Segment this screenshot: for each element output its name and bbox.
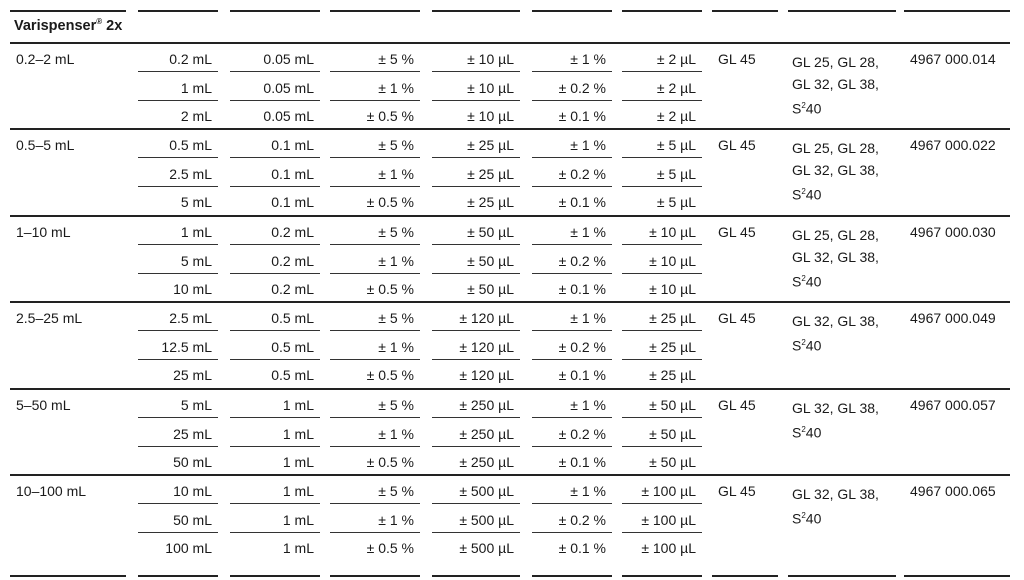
row-rule (432, 244, 520, 245)
adapter-line: GL 32, GL 38, (792, 313, 879, 329)
row-rule (138, 503, 218, 504)
order-number-cell: 4967 000.022 (910, 137, 996, 153)
adapter-superscript: 2 (801, 101, 806, 110)
accuracy-ul-cell: ± 500 µL (459, 540, 514, 557)
cv-ul-cell: ± 25 µL (649, 367, 696, 384)
group-rule (432, 575, 520, 577)
row-rule (432, 330, 520, 331)
adapter-superscript: 2 (801, 274, 806, 283)
volume-cell: 1 mL (180, 79, 212, 96)
range-cell: 10–100 mL (16, 483, 87, 499)
row-rule (330, 186, 420, 187)
increment-cell: 0.1 mL (271, 194, 314, 211)
row-rule (532, 186, 612, 187)
volume-cell: 100 mL (165, 540, 212, 557)
row-rule (432, 417, 520, 418)
group-rule (330, 575, 420, 577)
cv-ul-cell: ± 100 µL (641, 483, 696, 499)
row-rule (230, 71, 320, 72)
cv-ul-cell: ± 10 µL (649, 224, 696, 240)
accuracy-percent-cell: ± 1 % (378, 511, 414, 528)
accuracy-percent-cell: ± 1 % (378, 338, 414, 355)
row-rule (330, 330, 420, 331)
group-rule (10, 474, 1010, 476)
thread-cell: GL 45 (718, 483, 756, 499)
thread-cell: GL 45 (718, 137, 756, 153)
row-rule (138, 446, 218, 447)
increment-cell: 0.5 mL (271, 367, 314, 384)
row-rule (622, 273, 702, 274)
table-title: Varispenser® 2x (14, 17, 123, 34)
cv-percent-cell: ± 0.2 % (558, 425, 606, 442)
row-rule (330, 532, 420, 533)
row-rule (330, 71, 420, 72)
adapters-cell (792, 310, 879, 357)
adapters-cell (792, 51, 879, 120)
accuracy-ul-cell: ± 25 µL (467, 137, 514, 153)
row-rule (138, 186, 218, 187)
increment-cell: 0.1 mL (271, 137, 314, 153)
row-rule (230, 503, 320, 504)
cv-ul-cell: ± 2 µL (656, 51, 696, 67)
accuracy-ul-cell: ± 50 µL (467, 281, 514, 298)
adapter-prefix: S (792, 100, 802, 117)
row-rule (432, 100, 520, 101)
cv-percent-cell: ± 0.1 % (558, 194, 606, 211)
header-rule (10, 10, 126, 12)
thread-cell: GL 45 (718, 397, 756, 413)
adapter-line (792, 332, 879, 357)
volume-cell: 5 mL (180, 397, 212, 413)
row-rule (532, 157, 612, 158)
accuracy-percent-cell: ± 5 % (378, 137, 414, 153)
adapter-prefix: S (792, 424, 802, 441)
increment-cell: 0.05 mL (263, 108, 314, 125)
row-rule (230, 359, 320, 360)
accuracy-ul-cell: ± 250 µL (459, 397, 514, 413)
increment-cell: 1 mL (282, 540, 314, 557)
row-rule (330, 446, 420, 447)
row-rule (622, 244, 702, 245)
adapters-cell (792, 397, 879, 444)
header-rule (138, 10, 218, 12)
row-rule (532, 532, 612, 533)
volume-cell: 2.5 mL (169, 310, 212, 326)
adapter-suffix: 40 (805, 273, 822, 290)
row-rule (230, 446, 320, 447)
volume-cell: 12.5 mL (161, 338, 212, 355)
accuracy-ul-cell: ± 500 µL (459, 511, 514, 528)
adapter-suffix: 40 (805, 424, 822, 441)
row-rule (532, 100, 612, 101)
row-rule (230, 157, 320, 158)
increment-cell: 1 mL (282, 397, 314, 413)
row-rule (432, 273, 520, 274)
accuracy-percent-cell: ± 1 % (378, 165, 414, 182)
range-cell: 0.5–5 mL (16, 137, 75, 153)
group-rule (10, 42, 1010, 44)
volume-cell: 2 mL (180, 108, 212, 125)
volume-cell: 2.5 mL (169, 165, 212, 182)
group-rule (712, 575, 778, 577)
row-rule (532, 330, 612, 331)
row-rule (622, 100, 702, 101)
accuracy-ul-cell: ± 10 µL (467, 108, 514, 125)
thread-cell: GL 45 (718, 224, 756, 240)
accuracy-ul-cell: ± 25 µL (467, 194, 514, 211)
row-rule (622, 532, 702, 533)
volume-cell: 25 mL (173, 425, 212, 442)
volume-cell: 5 mL (180, 252, 212, 269)
cv-ul-cell: ± 5 µL (656, 137, 696, 153)
cv-ul-cell: ± 25 µL (649, 338, 696, 355)
cv-ul-cell: ± 25 µL (649, 310, 696, 326)
row-rule (432, 446, 520, 447)
range-cell: 2.5–25 mL (16, 310, 83, 326)
accuracy-ul-cell: ± 250 µL (459, 454, 514, 471)
cv-percent-cell: ± 0.1 % (558, 108, 606, 125)
cv-percent-cell: ± 0.1 % (558, 540, 606, 557)
volume-cell: 5 mL (180, 194, 212, 211)
volume-cell: 10 mL (173, 281, 212, 298)
adapter-suffix: 40 (805, 100, 822, 117)
row-rule (230, 186, 320, 187)
accuracy-percent-cell: ± 0.5 % (366, 367, 414, 384)
cv-percent-cell: ± 0.2 % (558, 338, 606, 355)
accuracy-percent-cell: ± 5 % (378, 483, 414, 499)
row-rule (532, 503, 612, 504)
thread-cell: GL 45 (718, 51, 756, 67)
adapter-line: GL 32, GL 38, (792, 76, 879, 92)
cv-percent-cell: ± 0.2 % (558, 79, 606, 96)
volume-cell: 25 mL (173, 367, 212, 384)
row-rule (330, 503, 420, 504)
range-cell: 0.2–2 mL (16, 51, 75, 67)
row-rule (532, 359, 612, 360)
accuracy-percent-cell: ± 0.5 % (366, 281, 414, 298)
accuracy-ul-cell: ± 10 µL (467, 79, 514, 96)
increment-cell: 0.2 mL (271, 281, 314, 298)
adapter-superscript: 2 (801, 511, 806, 520)
adapter-suffix: 40 (805, 510, 822, 527)
group-rule (138, 575, 218, 577)
range-cell: 5–50 mL (16, 397, 71, 413)
row-rule (532, 244, 612, 245)
increment-cell: 0.2 mL (271, 224, 314, 240)
header-rule (432, 10, 520, 12)
row-rule (432, 71, 520, 72)
volume-cell: 50 mL (173, 454, 212, 471)
row-rule (532, 273, 612, 274)
accuracy-percent-cell: ± 5 % (378, 397, 414, 413)
increment-cell: 1 mL (282, 425, 314, 442)
row-rule (532, 446, 612, 447)
adapter-prefix: S (792, 337, 802, 354)
row-rule (622, 330, 702, 331)
row-rule (622, 359, 702, 360)
adapter-line: GL 25, GL 28, (792, 227, 879, 243)
accuracy-percent-cell: ± 0.5 % (366, 108, 414, 125)
header-rule (622, 10, 702, 12)
order-number-cell: 4967 000.065 (910, 483, 996, 499)
group-rule (10, 388, 1010, 390)
adapter-line: GL 32, GL 38, (792, 162, 879, 178)
accuracy-percent-cell: ± 5 % (378, 224, 414, 240)
adapter-line (792, 95, 879, 120)
cv-ul-cell: ± 50 µL (649, 454, 696, 471)
increment-cell: 1 mL (282, 511, 314, 528)
row-rule (330, 244, 420, 245)
accuracy-ul-cell: ± 25 µL (467, 165, 514, 182)
header-rule (230, 10, 320, 12)
row-rule (138, 417, 218, 418)
cv-ul-cell: ± 10 µL (649, 281, 696, 298)
row-rule (330, 100, 420, 101)
row-rule (532, 417, 612, 418)
accuracy-percent-cell: ± 0.5 % (366, 454, 414, 471)
group-rule (788, 575, 896, 577)
adapters-cell (792, 137, 879, 206)
increment-cell: 0.5 mL (271, 338, 314, 355)
row-rule (622, 503, 702, 504)
adapter-line (792, 419, 879, 444)
cv-ul-cell: ± 2 µL (656, 79, 696, 96)
adapter-superscript: 2 (801, 187, 806, 196)
cv-ul-cell: ± 50 µL (649, 425, 696, 442)
row-rule (432, 359, 520, 360)
cv-ul-cell: ± 10 µL (649, 252, 696, 269)
cv-percent-cell: ± 0.1 % (558, 367, 606, 384)
order-number-cell: 4967 000.049 (910, 310, 996, 326)
row-rule (138, 157, 218, 158)
cv-percent-cell: ± 0.2 % (558, 252, 606, 269)
accuracy-ul-cell: ± 120 µL (459, 367, 514, 384)
adapter-superscript: 2 (801, 425, 806, 434)
row-rule (138, 330, 218, 331)
adapter-suffix: 40 (805, 186, 822, 203)
increment-cell: 0.05 mL (263, 51, 314, 67)
header-rule (330, 10, 420, 12)
row-rule (330, 359, 420, 360)
accuracy-percent-cell: ± 5 % (378, 51, 414, 67)
row-rule (622, 417, 702, 418)
row-rule (138, 359, 218, 360)
accuracy-ul-cell: ± 250 µL (459, 425, 514, 442)
volume-cell: 50 mL (173, 511, 212, 528)
row-rule (230, 532, 320, 533)
adapter-prefix: S (792, 186, 802, 203)
order-number-cell: 4967 000.057 (910, 397, 996, 413)
cv-percent-cell: ± 0.2 % (558, 165, 606, 182)
row-rule (138, 100, 218, 101)
accuracy-ul-cell: ± 500 µL (459, 483, 514, 499)
row-rule (230, 244, 320, 245)
volume-cell: 0.5 mL (169, 137, 212, 153)
volume-cell: 0.2 mL (169, 51, 212, 67)
adapter-suffix: 40 (805, 337, 822, 354)
cv-percent-cell: ± 1 % (570, 137, 606, 153)
row-rule (230, 273, 320, 274)
group-rule (10, 215, 1010, 217)
row-rule (138, 273, 218, 274)
increment-cell: 0.2 mL (271, 252, 314, 269)
group-rule (10, 575, 126, 577)
row-rule (432, 532, 520, 533)
row-rule (330, 417, 420, 418)
volume-cell: 10 mL (173, 483, 212, 499)
adapter-prefix: S (792, 273, 802, 290)
row-rule (138, 71, 218, 72)
cv-percent-cell: ± 1 % (570, 483, 606, 499)
thread-cell: GL 45 (718, 310, 756, 326)
adapter-line (792, 181, 879, 206)
accuracy-percent-cell: ± 1 % (378, 79, 414, 96)
cv-ul-cell: ± 50 µL (649, 397, 696, 413)
row-rule (622, 157, 702, 158)
row-rule (622, 446, 702, 447)
accuracy-ul-cell: ± 120 µL (459, 310, 514, 326)
accuracy-percent-cell: ± 1 % (378, 252, 414, 269)
increment-cell: 0.1 mL (271, 165, 314, 182)
range-cell: 1–10 mL (16, 224, 71, 240)
group-rule (622, 575, 702, 577)
cv-percent-cell: ± 0.1 % (558, 281, 606, 298)
row-rule (432, 157, 520, 158)
accuracy-percent-cell: ± 1 % (378, 425, 414, 442)
group-rule (230, 575, 320, 577)
increment-cell: 1 mL (282, 483, 314, 499)
row-rule (138, 532, 218, 533)
cv-percent-cell: ± 1 % (570, 397, 606, 413)
cv-percent-cell: ± 1 % (570, 310, 606, 326)
row-rule (230, 100, 320, 101)
group-rule (532, 575, 612, 577)
accuracy-ul-cell: ± 120 µL (459, 338, 514, 355)
row-rule (138, 244, 218, 245)
row-rule (330, 157, 420, 158)
cv-percent-cell: ± 1 % (570, 51, 606, 67)
accuracy-percent-cell: ± 5 % (378, 310, 414, 326)
cv-percent-cell: ± 0.1 % (558, 454, 606, 471)
cv-ul-cell: ± 5 µL (656, 194, 696, 211)
accuracy-ul-cell: ± 50 µL (467, 224, 514, 240)
row-rule (532, 71, 612, 72)
row-rule (622, 186, 702, 187)
order-number-cell: 4967 000.030 (910, 224, 996, 240)
adapters-cell (792, 224, 879, 293)
row-rule (432, 186, 520, 187)
accuracy-percent-cell: ± 0.5 % (366, 194, 414, 211)
group-rule (10, 301, 1010, 303)
cv-percent-cell: ± 1 % (570, 224, 606, 240)
volume-cell: 1 mL (180, 224, 212, 240)
adapter-line (792, 268, 879, 293)
adapter-line: GL 32, GL 38, (792, 400, 879, 416)
order-number-cell: 4967 000.014 (910, 51, 996, 67)
adapter-superscript: 2 (801, 338, 806, 347)
cv-ul-cell: ± 5 µL (656, 165, 696, 182)
header-rule (532, 10, 612, 12)
header-rule (712, 10, 778, 12)
row-rule (330, 273, 420, 274)
increment-cell: 0.05 mL (263, 79, 314, 96)
accuracy-percent-cell: ± 0.5 % (366, 540, 414, 557)
adapter-line: GL 32, GL 38, (792, 249, 879, 265)
accuracy-ul-cell: ± 10 µL (467, 51, 514, 67)
adapters-cell (792, 483, 879, 530)
row-rule (432, 503, 520, 504)
header-rule (788, 10, 896, 12)
row-rule (230, 417, 320, 418)
accuracy-ul-cell: ± 50 µL (467, 252, 514, 269)
cv-percent-cell: ± 0.2 % (558, 511, 606, 528)
row-rule (230, 330, 320, 331)
group-rule (904, 575, 1010, 577)
adapter-line (792, 505, 879, 530)
cv-ul-cell: ± 100 µL (641, 540, 696, 557)
adapter-prefix: S (792, 510, 802, 527)
increment-cell: 0.5 mL (271, 310, 314, 326)
group-rule (10, 128, 1010, 130)
increment-cell: 1 mL (282, 454, 314, 471)
header-rule (904, 10, 1010, 12)
adapter-line: GL 32, GL 38, (792, 486, 879, 502)
cv-ul-cell: ± 100 µL (641, 511, 696, 528)
cv-ul-cell: ± 2 µL (656, 108, 696, 125)
adapter-line: GL 25, GL 28, (792, 54, 879, 70)
row-rule (622, 71, 702, 72)
adapter-line: GL 25, GL 28, (792, 140, 879, 156)
